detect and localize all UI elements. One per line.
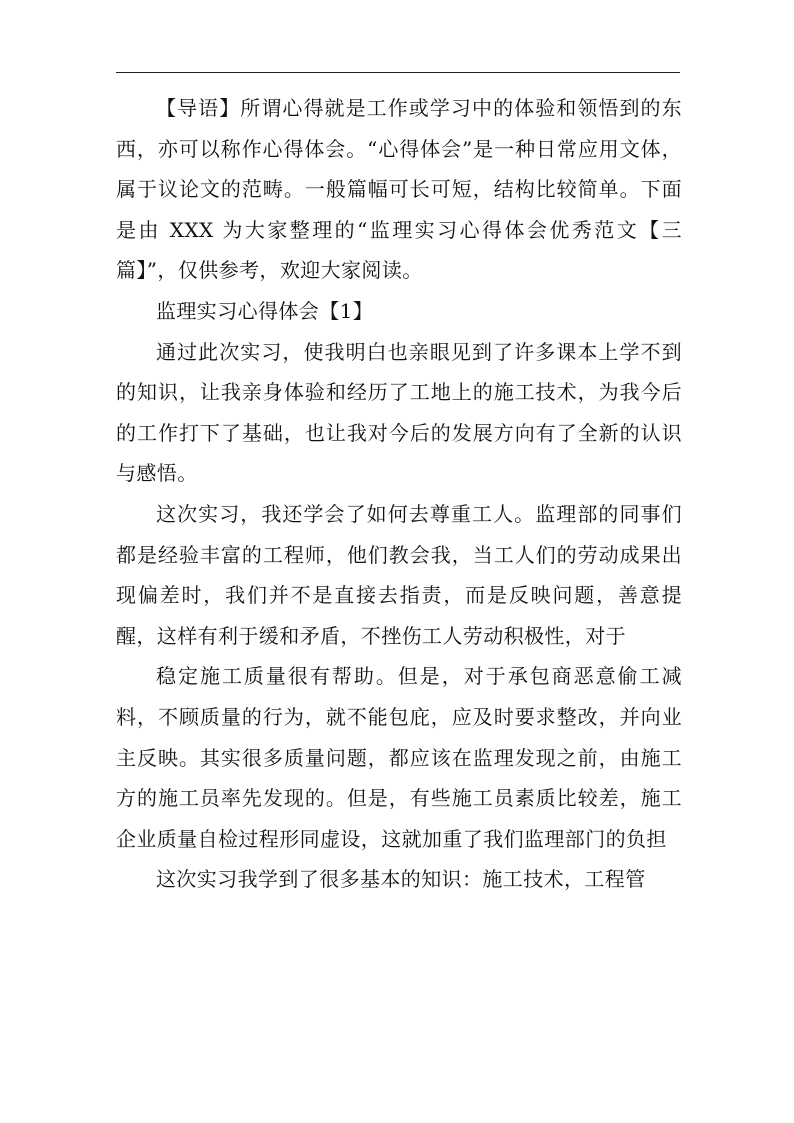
- document-body: [116, 88, 682, 900]
- header-rule: [116, 72, 680, 73]
- body-paragraph: 这次实习我学到了很多基本的知识：施工技术，工程管: [156, 867, 646, 892]
- body-paragraph: 这次实习，我还学会了如何去尊重工人。监理部的同事们都是经验丰富的工程师，他们教会我，当工人们的劳动成果出现偏差时，我们并不是直接去指责，而是反映问题，善意提醒，这样有利于缓和矛盾，不挫伤工人劳动积极性，对于: [116, 501, 682, 648]
- section-heading: 监理实习心得体会【1】: [156, 298, 374, 323]
- body-paragraph: 通过此次实习，使我明白也亲眼见到了许多课本上学不到的知识，让我亲身体验和经历了工地上的施工技术，为我今后的工作打下了基础，也让我对今后的发展方向有了全新的认识与感悟。: [116, 339, 682, 486]
- intro-paragraph: 【导语】所谓心得就是工作或学习中的体验和领悟到的东西，亦可以称作心得体会。“心得体会”是一种日常应用文体，属于议论文的范畴。一般篇幅可长可短，结构比较简单。下面是由 XXX 为大家整理的“监理实习心得体会优秀范文【三篇】”，仅供参考，欢迎大家阅读。: [116, 96, 682, 283]
- body-paragraph: 稳定施工质量很有帮助。但是，对于承包商恶意偷工减料，不顾质量的行为，就不能包庇，应及时要求整改，并向业主反映。其实很多质量问题，都应该在监理发现之前，由施工方的施工员率先发现的。但是，有些施工员素质比较差，施工企业质量自检过程形同虚设，这就加重了我们监理部门的负担: [116, 664, 682, 851]
